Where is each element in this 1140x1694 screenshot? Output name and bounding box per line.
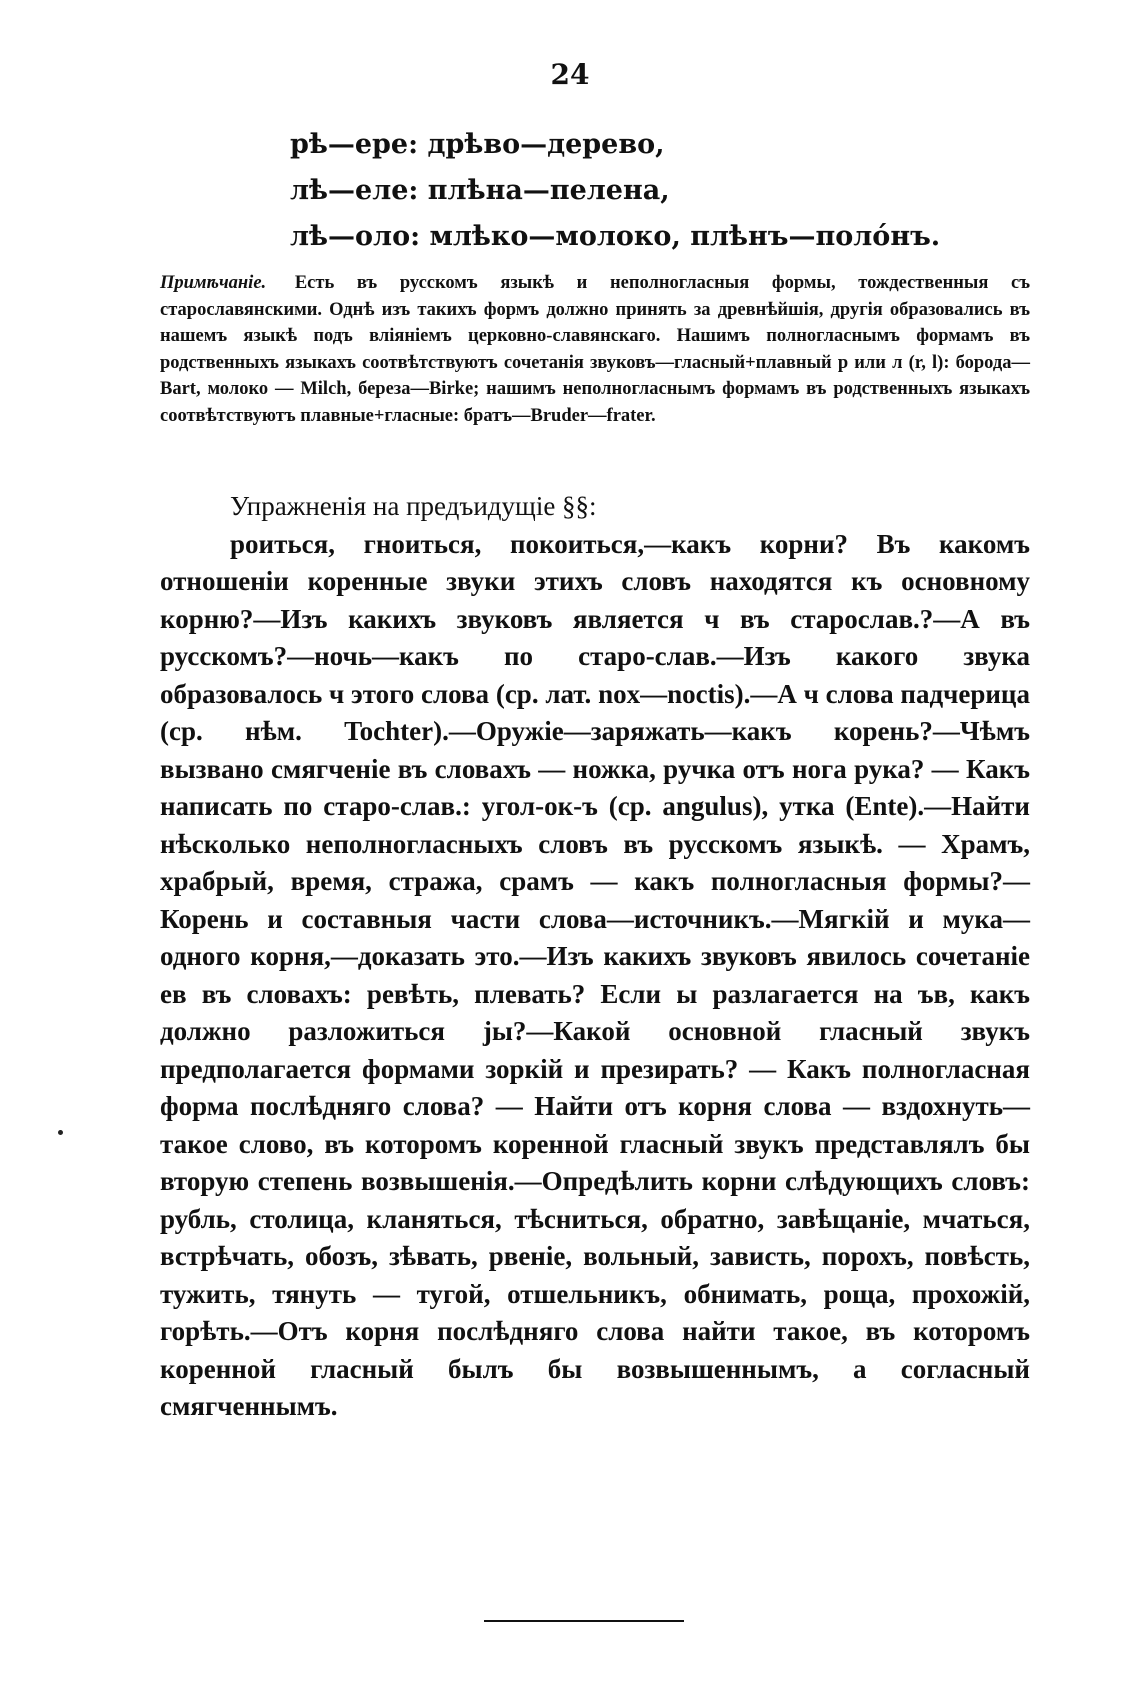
section-end-rule [484, 1620, 684, 1622]
scan-speck [58, 1130, 63, 1135]
note-label: Примѣчаніе. [160, 273, 267, 293]
example-line-1: рѣ—ере: дрѣво—дерево, [290, 129, 665, 160]
exercises-body: роиться, гноиться, покоиться,—какъ корни? Въ какомъ отношеніи коренные звуки этихъ словъ находятся къ основному корню?—Изъ какихъ звуковъ является ч въ старослав.?—А въ русскомъ?—ночь—какъ по старо-слав.—Изъ какого звука образовалось ч этого слова (ср. лат. nox—noctis).—А ч слова падчерица (ср. нѣм. Tochter).—Оружіе—заряжать—какъ корень?—Чѣмъ вызвано смягченіе въ словахъ — ножка, ручка отъ нога рука? — Какъ написать по старо-слав.: угол-ок-ъ (ср. angulus), утка (Ente).—Найти нѣсколько неполногласныхъ словъ въ русскомъ языкѣ. — Храмъ, храбрый, время, стража, срамъ — какъ полногласныя формы?—Корень и составныя части слова—источникъ.—Мягкій и мука—одного корня,—доказать это.—Изъ какихъ звуковъ явилось сочетаніе ев въ словахъ: ревѣть, плевать? Если ы разлагается на ъв, какъ должно разложиться jы?—Какой основной гласный звукъ предполагается формами зоркій и презирать? — Какъ полногласная форма послѣдняго слова? — Найти отъ корня слова — вздохнуть—такое слово, въ которомъ коренной гласный звукъ представлялъ бы вторую степень возвышенія.—Опредѣлить корни слѣдующихъ словъ: рубль, столица, кланяться, тѣсниться, обратно, завѣщаніе, мчаться, встрѣчать, обозъ, зѣвать, рвеніе, вольный, зависть, порохъ, повѣсть, тужить, тянуть — тугой, отшельникъ, обнимать, роща, прохожій, горѣть.—Отъ корня послѣдняго слова найти такое, въ которомъ коренной гласный былъ бы возвышеннымъ, а согласный смягченнымъ. [160, 528, 1030, 1421]
exercises-heading: Упражненія на предъидущіе §§: [230, 491, 597, 521]
sound-correspondence-examples [290, 122, 940, 260]
footnote-block [160, 270, 1030, 429]
page-number: 24 [550, 58, 590, 91]
exercises-section [160, 488, 1030, 1463]
example-line-3: лѣ—оло: млѣко—молоко, плѣнъ—поло́нъ. [290, 221, 941, 252]
note-text: Есть въ русскомъ языкѣ и неполногласныя формы, тождественныя съ старославянскими. Однѣ изъ такихъ формъ должно принять за древнѣйшія, другія образовались въ нашемъ языкѣ подъ вліяніемъ церковно-славянскаго. Нашимъ полногласнымъ формамъ въ родственныхъ языкахъ соотвѣтствуютъ сочетанія звуковъ—гласный+плавный р или л (r, l): борода—Bart, молоко — Milch, береза—Birke; нашимъ неполногласнымъ формамъ въ родственныхъ языкахъ соотвѣтствуютъ плавные+гласные: братъ—Bruder—frater. [160, 273, 1030, 426]
example-line-2: лѣ—еле: плѣна—пелена, [290, 175, 670, 206]
